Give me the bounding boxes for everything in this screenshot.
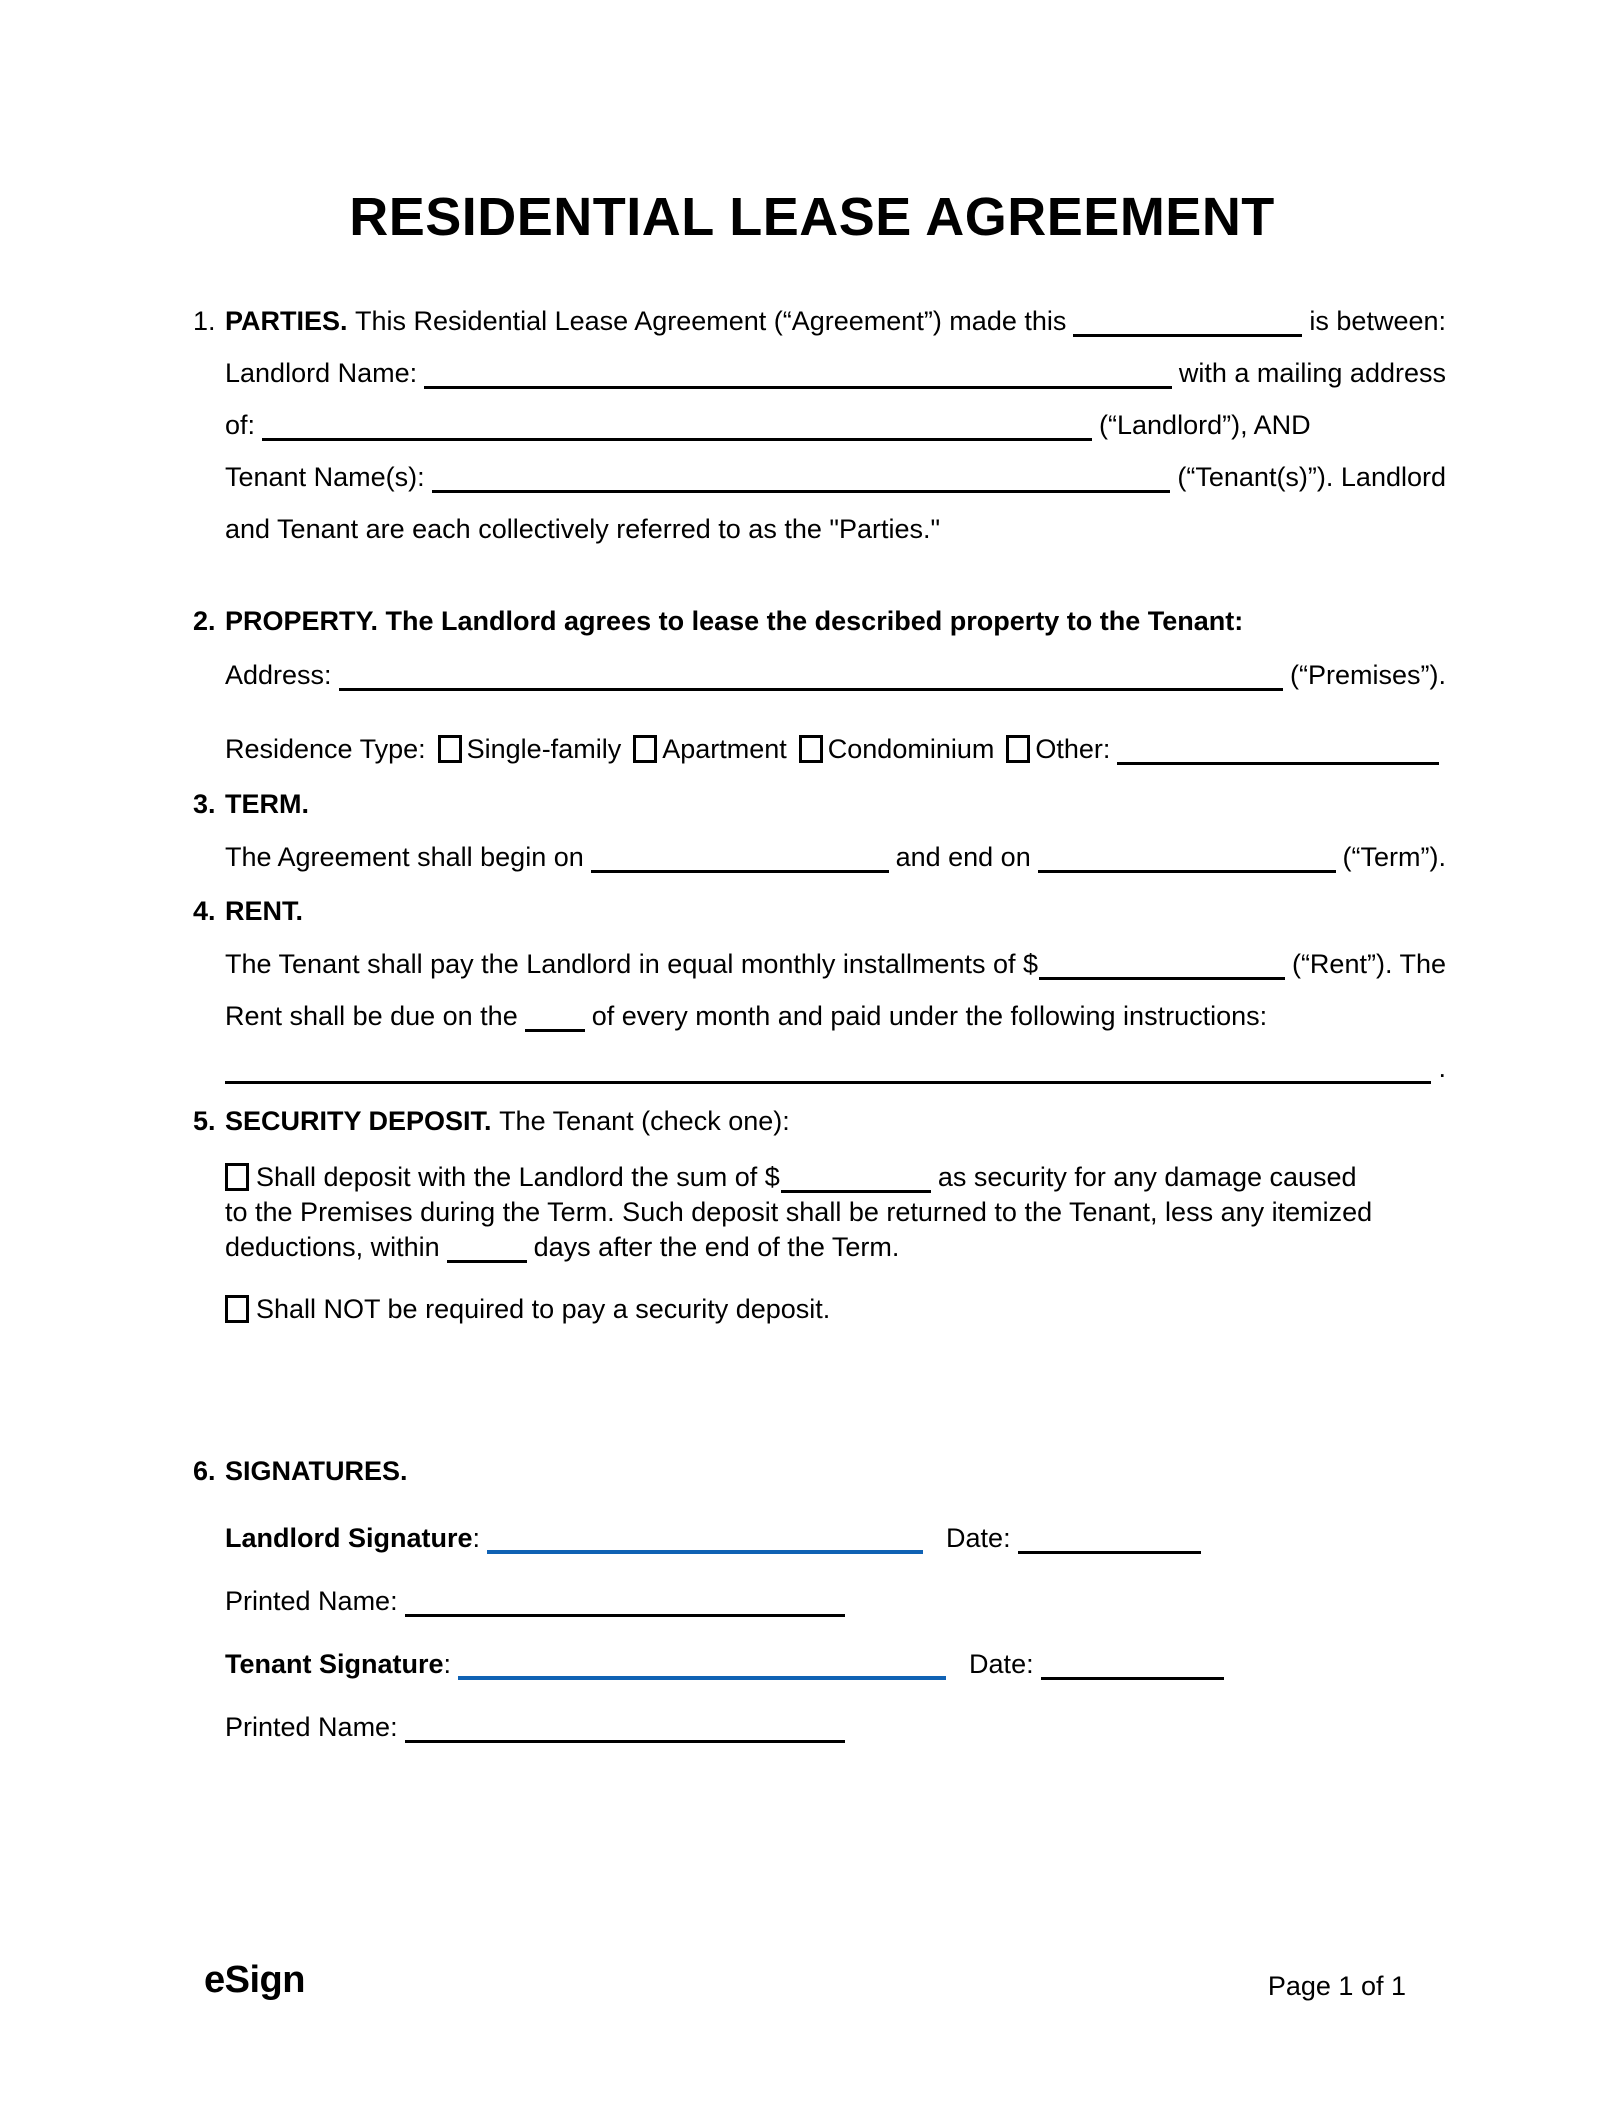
option-single-family-label: Single-family <box>466 734 622 764</box>
term-end-text: and end on <box>895 842 1031 872</box>
section-number-security-deposit <box>193 1085 225 1137</box>
rent-line-1 <box>225 928 1446 980</box>
landlord-date-label: Date: <box>946 1523 1011 1553</box>
section-number-text: 6. <box>193 1456 216 1486</box>
parties-intro-text: This Residential Lease Agreement (“Agreement”) made this <box>355 306 1067 336</box>
colon-text: : <box>443 1649 452 1679</box>
rent-line-2 <box>225 980 1446 1032</box>
rent-heading-line <box>225 875 1446 927</box>
tenant-signature-label: Tenant Signature <box>225 1649 444 1679</box>
indent-spacer <box>193 1502 225 1554</box>
rent-line-3 <box>225 1032 1446 1084</box>
term-sentence-row <box>193 821 1446 873</box>
section-number-signatures <box>193 1435 225 1487</box>
esign-logo: eSign <box>204 1959 305 2001</box>
tenant-printed-name-field[interactable] <box>405 1740 845 1743</box>
parties-line-4 <box>225 441 1446 493</box>
section-number-text: 3. <box>193 789 216 819</box>
indent-spacer <box>193 1290 225 1325</box>
document-content <box>193 0 1446 2112</box>
payment-instructions-field[interactable] <box>225 1081 1431 1084</box>
section-number-text: 4. <box>193 896 216 926</box>
parties-line-3 <box>225 389 1446 441</box>
tenant-defined-text: (“Tenant(s)”). Landlord <box>1177 462 1446 492</box>
page-number-label: Page 1 of 1 <box>1267 1971 1406 2001</box>
section-label-security-deposit: SECURITY DEPOSIT. <box>225 1106 500 1136</box>
option-other-label: Other: <box>1035 734 1111 764</box>
of-label: of: <box>225 410 256 440</box>
section-security-deposit-heading <box>193 1085 1446 1137</box>
colon-text: : <box>472 1523 481 1553</box>
section-parties <box>193 285 1446 545</box>
landlord-printed-name-label: Printed Name: <box>225 1586 398 1616</box>
option-apartment-label: Apartment <box>662 734 787 764</box>
section-number-rent <box>193 875 225 927</box>
landlord-name-label: Landlord Name: <box>225 358 418 388</box>
section-number-text: 5. <box>193 1106 216 1136</box>
mailing-address-text: with a mailing address <box>1178 358 1446 388</box>
landlord-address-field[interactable] <box>262 438 1092 441</box>
no-deposit-text: Shall NOT be required to pay a security deposit. <box>256 1294 831 1324</box>
deposit-option1-line-1 <box>225 1158 1446 1193</box>
other-residence-field[interactable] <box>1117 762 1439 765</box>
section-number-term <box>193 768 225 820</box>
indent-spacer <box>193 1565 225 1617</box>
term-heading-line <box>225 768 1446 820</box>
landlord-printed-name-row <box>193 1565 1446 1617</box>
landlord-signature-row <box>193 1502 1446 1554</box>
parties-is-between-text: is between: <box>1309 306 1446 336</box>
deposit-option-1 <box>193 1158 1446 1263</box>
indent-spacer <box>193 1691 225 1743</box>
section-label-property: PROPERTY. <box>225 606 386 636</box>
landlord-date-field[interactable] <box>1018 1551 1201 1554</box>
page-footer <box>204 1950 1406 2002</box>
rent-defined-text: (“Rent”). The <box>1291 949 1446 979</box>
property-address-row <box>193 639 1446 691</box>
rent-amount-field[interactable] <box>1039 977 1285 980</box>
indent-spacer <box>193 928 225 980</box>
parties-line-1 <box>225 285 1446 337</box>
address-line <box>225 639 1446 691</box>
deposit-security-text: as security for any damage caused <box>937 1162 1357 1192</box>
document-title: RESIDENTIAL LEASE AGREEMENT <box>349 187 1275 247</box>
section-label-rent: RENT. <box>225 896 304 926</box>
term-start-date-field[interactable] <box>591 870 889 873</box>
option-condominium-label: Condominium <box>827 734 995 764</box>
section-number-text: 2. <box>193 606 216 636</box>
address-label: Address: <box>225 660 332 690</box>
indent-spacer <box>193 639 225 691</box>
landlord-name-field[interactable] <box>424 386 1172 389</box>
deposit-amount-field[interactable] <box>781 1190 931 1193</box>
rent-paragraph <box>193 928 1446 1084</box>
landlord-printed-name-line <box>225 1565 1446 1617</box>
deposit-sum-text: Shall deposit with the Landlord the sum of $ <box>256 1162 780 1192</box>
indent-spacer <box>193 821 225 873</box>
checkbox-apartment[interactable] <box>633 735 657 763</box>
tenant-date-field[interactable] <box>1041 1677 1224 1680</box>
landlord-printed-name-field[interactable] <box>405 1614 845 1617</box>
parties-closing-text: and Tenant are each collectively referred to as the "Parties." <box>225 514 941 544</box>
tenant-signature-row <box>193 1628 1446 1680</box>
rent-installments-text: The Tenant shall pay the Landlord in equal monthly installments of $ <box>225 949 1039 979</box>
section-number-text: 1. <box>193 306 216 336</box>
tenant-printed-name-label: Printed Name: <box>225 1712 398 1742</box>
term-begin-text: The Agreement shall begin on <box>225 842 584 872</box>
property-heading-line <box>225 585 1446 637</box>
security-deposit-heading-text: The Tenant (check one): <box>499 1106 790 1136</box>
deposit-returned-text: to the Premises during the Term. Such deposit shall be returned to the Tenant, less any itemized <box>225 1197 1373 1227</box>
deposit-days-after-text: days after the end of the Term. <box>533 1232 900 1262</box>
deposit-deductions-text: deductions, within <box>225 1232 440 1262</box>
checkbox-other[interactable] <box>1006 735 1030 763</box>
rent-due-day-field[interactable] <box>525 1029 585 1032</box>
deposit-option1-line-3 <box>225 1228 1446 1263</box>
deposit-return-days-field[interactable] <box>447 1260 527 1263</box>
deposit-option2-line <box>225 1290 1446 1325</box>
deposit-option1-line-2 <box>225 1193 1446 1228</box>
property-address-field[interactable] <box>339 688 1283 691</box>
term-line <box>225 821 1446 873</box>
security-deposit-heading-line <box>225 1085 1446 1137</box>
landlord-signature-line-row <box>225 1502 1446 1554</box>
section-label-term: TERM. <box>225 789 309 819</box>
premises-defined-text: (“Premises”). <box>1290 660 1446 690</box>
tenant-date-label: Date: <box>969 1649 1034 1679</box>
tenant-signature-line[interactable] <box>458 1676 946 1680</box>
landlord-defined-text: (“Landlord”), AND <box>1099 410 1311 440</box>
indent-spacer <box>193 1628 225 1680</box>
checkbox-condominium[interactable] <box>799 735 823 763</box>
term-end-date-field[interactable] <box>1038 870 1336 873</box>
tenant-printed-name-line <box>225 1691 1446 1743</box>
section-property-heading <box>193 585 1446 637</box>
checkbox-no-deposit[interactable] <box>225 1295 249 1323</box>
section-label-signatures: SIGNATURES. <box>225 1456 408 1486</box>
rent-instructions-text: of every month and paid under the following instructions: <box>591 1001 1268 1031</box>
section-rent-heading <box>193 875 1446 927</box>
section-number-parties <box>193 285 225 337</box>
property-heading-text: The Landlord agrees to lease the described property to the Tenant: <box>385 606 1244 636</box>
tenant-names-field[interactable] <box>432 490 1171 493</box>
landlord-signature-line[interactable] <box>487 1550 923 1554</box>
indent-spacer <box>193 713 225 765</box>
residence-type-label: Residence Type: <box>225 734 426 764</box>
rent-due-text: Rent shall be due on the <box>225 1001 518 1031</box>
tenant-printed-name-row <box>193 1691 1446 1743</box>
agreement-date-field[interactable] <box>1073 334 1302 337</box>
section-term-heading <box>193 768 1446 820</box>
rent-period-text: . <box>1438 1053 1446 1083</box>
tenant-signature-line-row <box>225 1628 1446 1680</box>
deposit-option-2 <box>193 1290 1446 1325</box>
section-label-parties: PARTIES. <box>225 306 356 336</box>
property-residence-row <box>193 713 1446 765</box>
section-signatures-heading <box>193 1435 1446 1487</box>
parties-line-2 <box>225 337 1446 389</box>
checkbox-single-family[interactable] <box>438 735 462 763</box>
indent-spacer <box>193 1158 225 1193</box>
landlord-signature-label: Landlord Signature <box>225 1523 473 1553</box>
residence-type-line <box>225 713 1446 765</box>
parties-line-5 <box>225 493 1446 545</box>
tenant-names-label: Tenant Name(s): <box>225 462 425 492</box>
checkbox-deposit-required[interactable] <box>225 1163 249 1191</box>
term-defined-text: (“Term”). <box>1342 842 1447 872</box>
section-number-property <box>193 585 225 637</box>
signatures-heading-line <box>225 1435 1446 1487</box>
